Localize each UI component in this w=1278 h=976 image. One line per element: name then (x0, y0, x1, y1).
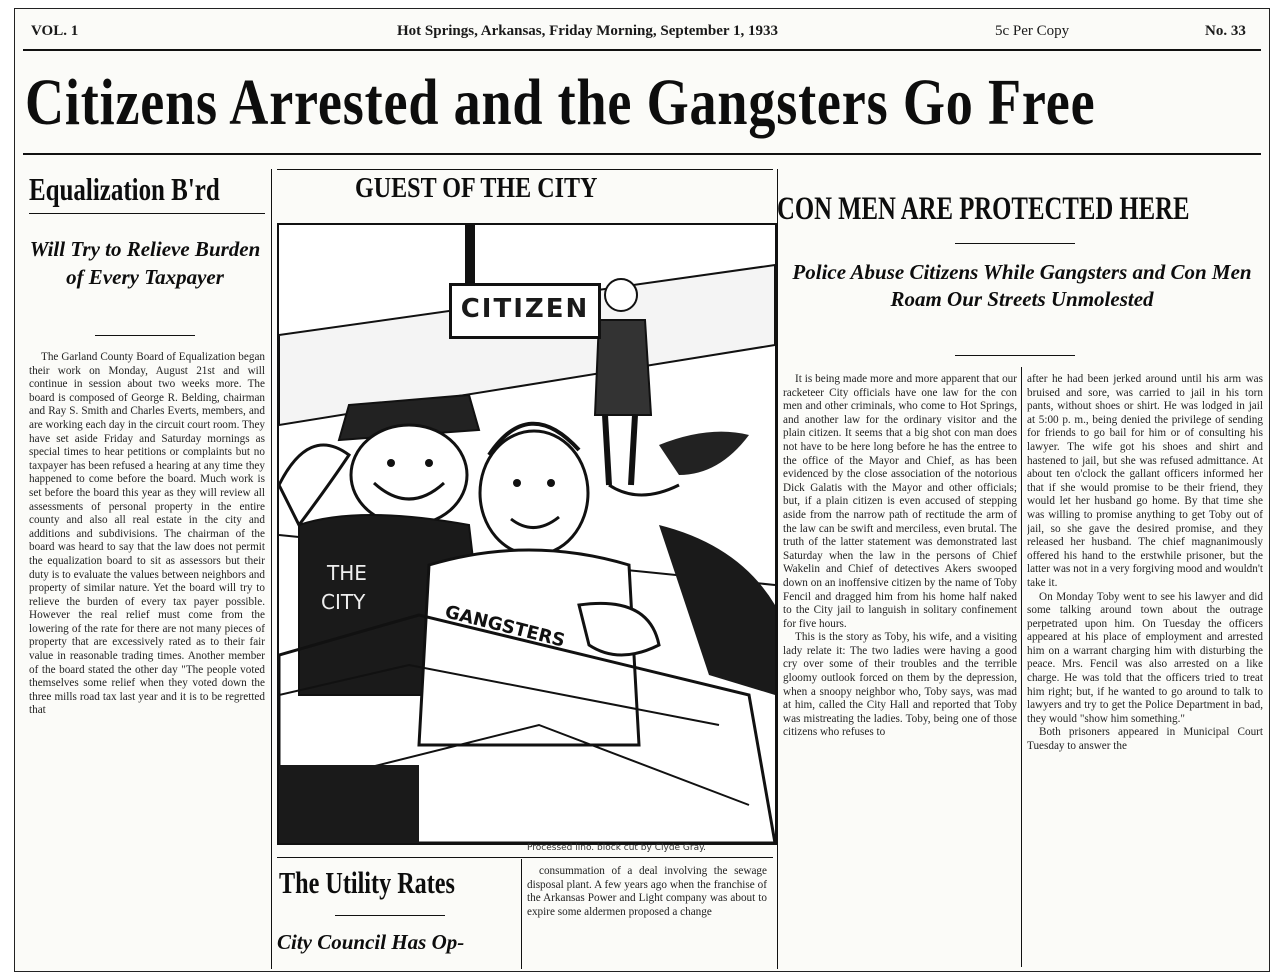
masthead-rule (23, 49, 1261, 51)
cartoon-top-rule (277, 169, 773, 170)
newspaper-page (14, 8, 1270, 972)
masthead (15, 9, 1269, 39)
banner-headline: Citizens Arrested and the Gangsters Go Free (25, 66, 1096, 139)
right-story-paragraph: after he had been jerked around until his arm was bruised and sore, was carried to jail in his torn pants, without shoes or shirt. He was lodged in jail at 5:00 p. m., being denied the privilege of sending for friends to go bail for him or of consulting his lawyer. The wife got his shoes and shirt and hastened to jail, but she was refused admittance. At about ten o'clock the gallant officers informed her that if she would promise to be their friend, they would let her husband go home. By that time she was willing to promise anything to get Toby out of jail, so she gave the desired promise, and they released her husband. The chief magnanimously offered his hand to the erstwhile prisoner, but the latter was not in a very forgiving mood and wouldn't take it. (1027, 373, 1263, 589)
left-deck-rule (95, 335, 195, 336)
citizen-sign: CITIZEN (449, 283, 601, 339)
utility-story-paragraph: consummation of a deal involving the sewage disposal plant. A few years ago when the franchise of the Arkansas Power and Light company was about to expire some aldermen proposed a change (527, 865, 767, 918)
cartoon-title: GUEST OF THE CITY (355, 173, 598, 204)
left-headline-rule (29, 213, 265, 214)
right-story-paragraph: It is being made more and more apparent that our racketeer City officials have one law for the con men and other criminals, who come to Hot Springs, and another law for the ordinary visitor and the plain citizen. It seems that a big shot con man does not have to be here long before he has the entree to the office of the Mayor and Chief, as has been evidenced by the close association of the notorious Dick Galatis with the Mayor and other officials; but, if a plain citizen is even accused of stepping aside from the narrow path of rectitude the arm of the law can be swift and merciless, even brutal. The truth of the latter statement was demonstrated last Saturday when the law in the persons of Chief Wakelin and Chief of detectives Akers swooped down on an inoffensive citizen by the name of Toby Fencil and dragged him from his home half naked to the City jail to languish in solitary confinement for five hours. (783, 373, 1017, 630)
utility-story-body (527, 865, 767, 967)
left-story-paragraph: The Garland County Board of Equalization began their work on Monday, August 21st and will continue in session about two weeks more. The board is composed of George R. Belding, chairman and Ray S. Smith and Charles Everts, members, and are working each day in the circuit court room. They have set aside Friday and Saturday mornings as special times to hear petitions or complaints but no taxpayer has been refused a hearing at any time they happened to come before the board. Much work is set before the board this year as they will review all assessments of personal property in the entire county and also all real estate in the city and additions and subdivisions. The chairman of the board was heard to say that the law does not permit the equalization board to sit as assessors but their duty is to evaluate the values between neighbors and property of similar nature. Yet the board will try to relieve the burden of every tax payer possible. However the real relief must come from the lowering of the rate for there are not many pieces of property that are excessively rated as to their fair value in reasonable trading times. Another member of the board stated the other day "The people voted themselves some relief when they voted down the three mills road tax last year and it is to be regretted that (29, 351, 265, 717)
left-story-headline: Equalization B'rd (29, 171, 220, 207)
volume-label: VOL. 1 (31, 23, 79, 39)
column-rule-1 (271, 169, 272, 969)
cartoon-illustration (277, 223, 777, 845)
left-story-body (29, 351, 265, 965)
utility-headline-rule (335, 915, 445, 916)
right-story-paragraph: On Monday Toby went to see his lawyer and did some talking around town about the outrage perpetrated upon him. On Tuesday the officers appeared at his place of employment and arrested him on a warrant charging him with disturbing the peace. Mrs. Fencil was also arrested on a like charge. He was told that the officers tried to treat him right; but, if he wanted to go around to talk to lawyers and try to get the Police Department in bad, they would "show him something." (1027, 590, 1263, 725)
right-deck-rule (955, 355, 1075, 356)
svg-text:GANGSTERS: GANGSTERS (442, 601, 568, 652)
utility-story-headline: The Utility Rates (279, 865, 455, 900)
column-rule-3 (1021, 367, 1022, 967)
svg-text:CITY: CITY (321, 590, 366, 614)
price-label: 5c Per Copy (995, 23, 1070, 39)
column-rule-4 (521, 859, 522, 969)
dateline: Hot Springs, Arkansas, Friday Morning, September 1, 1933 (397, 23, 778, 39)
right-story-paragraph: Both prisoners appeared in Municipal Court Tuesday to answer the (1027, 726, 1263, 753)
right-headline-rule (955, 243, 1075, 244)
left-story-deck: Will Try to Relieve Burden of Every Taxpayer (29, 237, 261, 289)
cartoon-bottom-rule (277, 857, 773, 858)
cartoon-caption: Processed lino. block cut by Clyde Gray. (527, 843, 707, 853)
svg-text:THE: THE (327, 561, 367, 585)
utility-story-deck: City Council Has Op- (277, 930, 465, 954)
right-story-paragraph: This is the story as Toby, his wife, and a visiting lady relate it: The two ladies were having a good cry over some of their troubles and the terrible gloomy outlook forced on them by the depression, when a snoopy neighbor who, Toby says, was mad at him, called the City Hall and reported that Toby was mistreating the ladies. Toby, being one of those citizens who refuses to (783, 631, 1017, 739)
right-story-column-2 (1027, 373, 1263, 967)
right-story-headline: CON MEN ARE PROTECTED HERE (777, 191, 1190, 227)
banner-rule (23, 153, 1261, 155)
right-story-deck: Police Abuse Citizens While Gangsters and Con Men Roam Our Streets Unmolested (792, 260, 1252, 311)
right-story-column-1 (783, 373, 1017, 967)
issue-number: No. 33 (1205, 23, 1246, 39)
column-rule-2 (777, 169, 778, 969)
